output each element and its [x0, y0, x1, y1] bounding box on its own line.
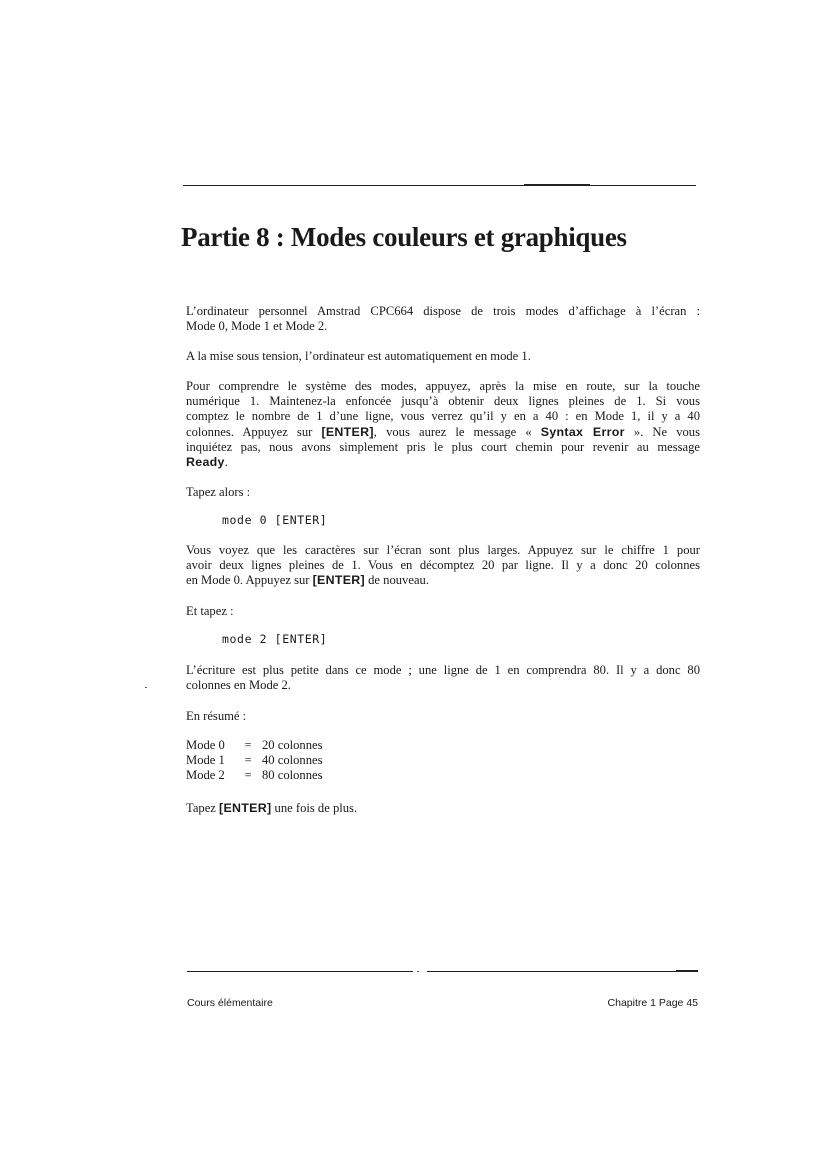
summary-row [186, 753, 323, 768]
text-line: L’ordinateur personnel Amstrad CPC664 dispose de trois modes d’affichage à l’écran : [186, 304, 700, 318]
summary-mode: Mode 0 [186, 738, 225, 752]
text-line: L’écriture est plus petite dans ce mode ; une ligne de 1 en comprendra 80. Il y a donc 80 [186, 663, 700, 677]
summary-row [186, 738, 323, 753]
ready-message: Ready [186, 455, 225, 470]
text-line: colonnes en Mode 2. [186, 678, 291, 693]
text-segment: . [224, 455, 228, 470]
text-line: Mode 0, Mode 1 et Mode 2. [186, 319, 328, 334]
footer-page-number: Chapitre 1 Page 45 [607, 997, 698, 1009]
text-line: Tapez alors : [186, 485, 251, 499]
intro-paragraph [186, 304, 700, 334]
mode-2-paragraph [186, 663, 700, 693]
summary-mode: Mode 1 [186, 753, 225, 768]
instruction-tapez-alors [186, 485, 700, 500]
text-line: Pour comprendre le système des modes, appuyez, après la mise en route, sur la touche [186, 379, 700, 393]
text-line: Vous voyez que les caractères sur l’écran sont plus larges. Appuyez sur le chiffre 1 pour [186, 543, 700, 557]
footer-rule-accent [676, 970, 698, 972]
summary-columns: 40 colonnes [262, 753, 323, 768]
text-line: inquiétez pas, nous avons simplement pris le plus court chemin pour revenir au message [186, 439, 700, 454]
summary-columns: 80 colonnes [262, 768, 323, 783]
text-line: A la mise sous tension, l’ordinateur est automatiquement en mode 1. [186, 349, 531, 363]
footer-course-name: Cours élémentaire [187, 997, 273, 1009]
power-on-paragraph [186, 349, 700, 364]
text-segment: colonnes. Appuyez sur [186, 424, 322, 439]
summary-heading [186, 709, 700, 724]
text-segment: une fois de plus. [271, 801, 358, 815]
summary-equals: = [244, 753, 252, 768]
text-segment: en Mode 0. Appuyez sur [186, 573, 313, 588]
summary-mode: Mode 2 [186, 768, 225, 783]
mode-0-paragraph [186, 543, 700, 589]
enter-key-label: [ENTER] [219, 801, 272, 815]
summary-row [186, 768, 323, 783]
page-title: Partie 8 : Modes couleurs et graphiques [181, 222, 627, 252]
text-line [186, 573, 700, 588]
header-rule [183, 185, 696, 186]
text-line: En résumé : [186, 709, 247, 723]
text-segment: , vous aurez le message « [373, 424, 541, 439]
summary-equals: = [244, 738, 252, 752]
summary-equals: = [244, 768, 252, 783]
header-rule-accent [524, 184, 590, 186]
text-line: numérique 1. Maintenez-la enfoncée jusqu’à obtenir deux lignes pleines de 1. Si vous [186, 394, 700, 409]
scan-speck [145, 687, 147, 688]
text-segment: Tapez [186, 801, 220, 815]
text-line [186, 425, 700, 440]
text-segment: de nouveau. [364, 573, 429, 588]
syntax-error-message: Syntax Error [540, 424, 625, 439]
footer-rule [187, 971, 413, 972]
text-line [186, 801, 700, 816]
text-line: avoir deux lignes pleines de 1. Vous en décomptez 20 par ligne. Il y a donc 20 colonnes [186, 558, 700, 573]
summary-columns: 20 colonnes [262, 738, 323, 752]
final-instruction [186, 801, 700, 816]
enter-key-label: [ENTER] [321, 424, 374, 439]
scan-speck [417, 971, 419, 972]
enter-key-label: [ENTER] [312, 573, 365, 588]
code-mode-0: mode 0 [ENTER] [222, 513, 328, 527]
modes-explanation-paragraph [186, 379, 700, 470]
text-segment: ». Ne vous [624, 424, 700, 439]
footer-rule [427, 971, 698, 972]
text-line: Et tapez : [186, 604, 234, 618]
text-line [186, 455, 700, 470]
summary-table [186, 738, 323, 784]
code-mode-2: mode 2 [ENTER] [222, 632, 328, 646]
instruction-et-tapez [186, 604, 700, 619]
text-line: comptez le nombre de 1 d’une ligne, vous verrez qu’il y en a 40 : en Mode 1, il y a 40 [186, 409, 700, 424]
